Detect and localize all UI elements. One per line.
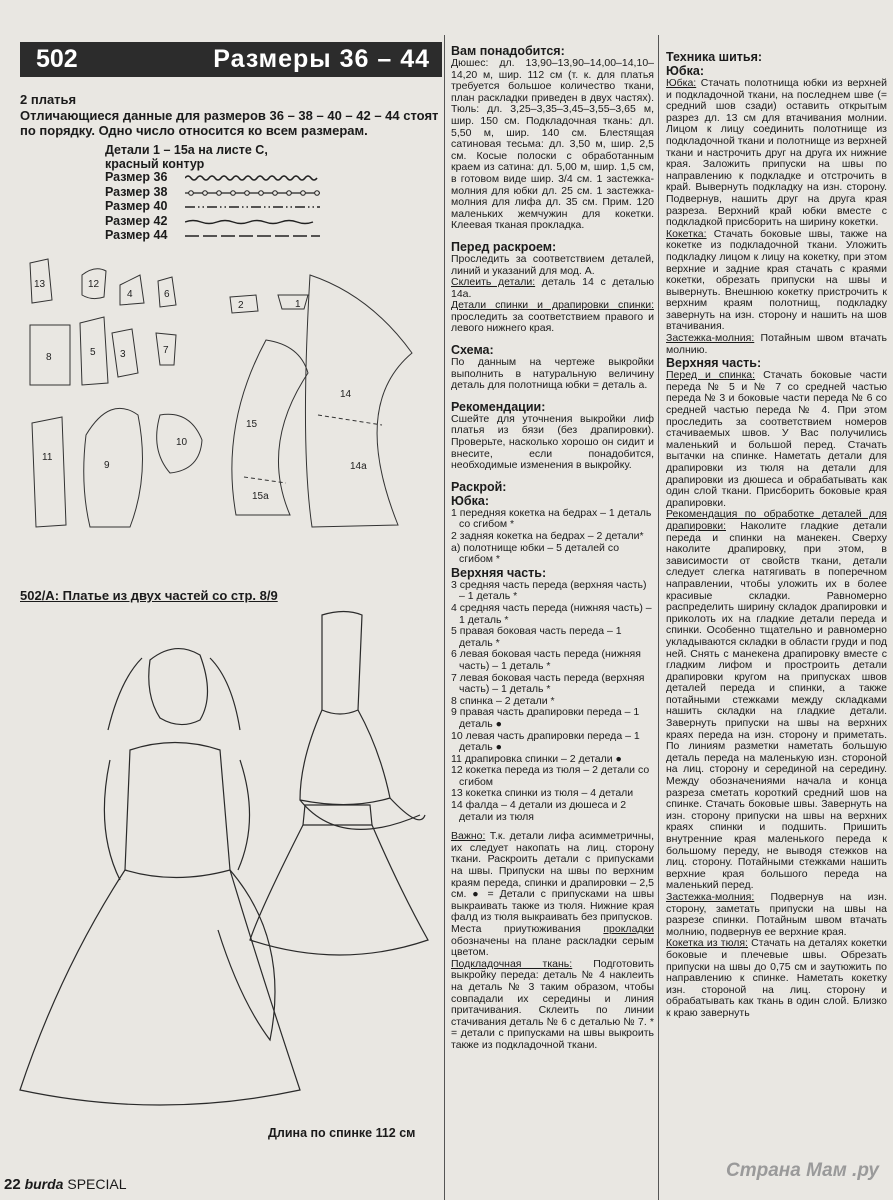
veil <box>108 658 240 730</box>
scheme-title: Схема: <box>451 343 494 358</box>
back-bodice <box>322 612 362 715</box>
size-label: Размер 36 <box>105 170 168 184</box>
list-item: 13 кокетка спинки из тюля – 4 детали <box>451 787 634 800</box>
yoke-step-label: Кокетка: <box>666 227 707 240</box>
skirt-step-text: Стачать полотнища юбки из верхней и подкладочной ткани, на последнем шве (= средний шов сзади) оставить открытым разрез дл. 13 см для втачивания молнии. Лицом к лицу соединить полотнище из подкладочной ткани и полотнище из верхней ткани и настрочить друг на друга их нижние края. Заложить припуски на швы по направлению к подкладке и отстрочить в край. Вывернуть подкладку на изн. сторону. Подвернув, нашить друг на друга края разреза. Верхний край юбки вместе с подкладкой присборить на ширину кокетки. <box>666 77 887 229</box>
list-item: 3 средняя часть переда (верхняя часть) – 1 деталь * <box>451 578 647 603</box>
skirt-step <box>666 78 887 229</box>
size-range: Размеры 36 – 44 <box>213 45 430 73</box>
arms <box>104 760 249 880</box>
front-back-step <box>666 370 887 509</box>
drape-recommendation-text: Наколите гладкие детали переда и спинки на манекен. Сверху наколите драпировку, при этом, в зависимости от свойств ткани, детали следует слегка натягивать в поперечном направлении, чтобы уложить их в более красивые складки. Равномерно распределить ширину складок драпировки и приколоть их на гладкие детали переда и спинки. Особенно тщательно и равномерно укладываются складки в области груди и под ней. Снять с манекена драпировку вместе с гладким лифом и простроить детали драпировки кругом на припусках швов деталей переда и спинки, а также потайными стежками между складками нашить складки на гладкие детали. Завернуть припуски на швы на верхних краях переда на изн. сторону и приметать. По линиям разметки наметать большую деталь переда на маленькую изн. стороной на лиц. сторону и серединой на середину. Между обозначениями начала и конца разреза сметать короткий средний шов на спинке. Стачать боковые швы. Завернуть на изн. сторону припуски на швы на верхних краях спинки и подшить. Пришить внутренние края маленького переда к большому переду, не выводя стежков на лиц. сторону. Потайными стежками нашить верхние края большого переда на маленький перед. <box>666 519 887 892</box>
tech-top-section <box>666 370 887 1019</box>
important-label: Важно: <box>451 830 486 843</box>
skirt <box>20 870 300 1105</box>
cut-glue-label: Склеить детали: <box>451 276 536 289</box>
size-label: Размер 44 <box>105 228 168 242</box>
need-text: Дюшес: дл. 13,90–13,90–14,00–14,10–14,20 м, шир. 112 см (т. к. для платья требуется большое количество ткани, план раскладки приведен в двух частях). Тюль: дл. 3,25–3,35–3,45–3,55–3,65 м, шир. 150 см. Подкладочная ткань: дл. 5,50 м, шир. 140 см. Блестящая сатиновая тесьма: дл. 3,50 м, шир. 2,5 см. Косые полоски с обработанным краем из сатина: дл. 5,00 м, шир. 1,5 см, в готовом виде шир. 3/4 см. 1 застежка-молния для юбки дл. 25 см. 1 застежка-молния для лифа дл. 35 см. Прим. 120 маленьких жемчужин для кокетки. Клеевая тканая прокладка. <box>451 57 654 232</box>
size-row-38 <box>105 185 325 200</box>
cut-glue <box>451 277 654 300</box>
list-item: 2 задняя кокетка на бедрах – 2 детали* <box>451 530 644 542</box>
scheme-text: По данным на чертеже выкройки выполнить в натуральную величину деталь для полотнища юбки = деталь а. <box>451 356 654 392</box>
line-style-40-icon <box>185 203 325 211</box>
pattern-label: 11 <box>42 452 53 463</box>
need-title: Вам понадобится: <box>451 44 565 58</box>
list-item: 14 фалда – 4 детали из дюшеса и 2 детали из тюля <box>451 799 627 823</box>
details-line-1: Детали 1 – 15а на листе С, <box>105 143 268 157</box>
skirt-yoke <box>303 805 372 825</box>
zipper2-label: Застежка-молния: <box>666 890 755 903</box>
pattern-piece-9 <box>84 408 143 527</box>
details-note <box>105 143 268 171</box>
back-skirt <box>250 825 428 955</box>
skirt-step-label: Юбка: <box>666 77 697 89</box>
lining-label: Подкладочная ткань: <box>451 957 573 970</box>
pattern-label: 4 <box>127 289 133 300</box>
raskroy-top-title: Верхняя часть: <box>451 565 547 580</box>
yoke-step-text: Стачать боковые швы, также на кокетке из подкладочной ткани. Уложить подкладку лицом к лицу на кокетку, при этом верхние и задние края стачать с краями кокетки, обрезать припуски на швы и вывернуть. Внешнюю кокетку пристрочить к верхним краям полотнищ, подкладку завернуть на изн. сторону и нашить на шов втачивания. <box>666 227 887 333</box>
size-label: Размер 40 <box>105 199 168 213</box>
size-label: Размер 42 <box>105 213 168 228</box>
pattern-label: 6 <box>164 289 170 300</box>
brand-special: SPECIAL <box>67 1176 127 1192</box>
figure-head <box>149 649 208 725</box>
list-item: 12 кокетка переда из тюля – 2 детали со сгибом <box>451 764 650 788</box>
zipper-step-text: Потайным швом втачать молнию. <box>666 332 887 356</box>
pattern-label: 15а <box>252 491 269 502</box>
interfacing-text-b: обозначены на плане раскладки серым цветом. <box>451 934 654 959</box>
back-peplum <box>300 710 390 805</box>
cut-back-label: Детали спинки и драпировки спинки: <box>451 299 654 312</box>
list-item: 4 средняя часть переда (нижняя часть) – 1 деталь * <box>451 601 652 626</box>
pattern-label: 5 <box>90 347 96 358</box>
left-column <box>0 0 445 1200</box>
tech-top-title: Верхняя часть: <box>666 356 762 371</box>
details-line-2: красный контур <box>105 157 205 171</box>
list-item: 8 спинка – 2 детали * <box>451 694 555 707</box>
lining-note <box>451 959 654 1052</box>
right-column <box>660 50 893 1020</box>
cut-glue-text: деталь 14 с деталью 14а. <box>451 276 654 300</box>
size-row-42 <box>105 214 325 229</box>
top-cut-list <box>451 580 654 823</box>
drape-recommendation <box>666 509 887 892</box>
list-item: а) полотнище юбки – 5 деталей со сгибом * <box>451 541 620 566</box>
front-back-label: Перед и спинка: <box>666 369 756 382</box>
recommendations-title: Рекомендации: <box>451 399 546 414</box>
cut-back <box>451 300 654 335</box>
zipper-step-label: Застежка-молния: <box>666 332 755 345</box>
pattern-label: 13 <box>34 279 46 290</box>
lining-text: Подготовить выкройку переда: деталь № 4 наклеить на деталь № 3 таким образом, чтобы совпадали их середины и линия притачивания. Склеить по линии стачивания деталь № 6 с деталью № 7. * = детали с припусками на швы выкроить также из подкладочной ткани. <box>451 957 654 1051</box>
pattern-piece-1 <box>278 295 308 309</box>
page-number: 22 <box>4 1176 21 1193</box>
model-number: 502 <box>36 45 78 73</box>
pattern-label: 9 <box>104 460 110 471</box>
skirt-cut-list <box>451 508 654 566</box>
interfacing-text-a: Места приутюживания <box>451 923 604 935</box>
size-legend <box>105 170 325 243</box>
size-label: Размер 38 <box>105 184 168 199</box>
zipper-step <box>666 333 887 356</box>
list-item: 5 правая боковая часть переда – 1 деталь * <box>451 625 622 649</box>
pattern-label: 10 <box>176 437 188 448</box>
pattern-label: 7 <box>163 345 169 356</box>
pattern-label: 14а <box>350 461 367 472</box>
tulle-yoke-label: Кокетка из тюля: <box>666 937 748 950</box>
line-style-38-icon <box>185 189 325 197</box>
front-back-text: Стачать боковые части переда № 5 и № 7 со средней частью переда № 3 и боковые части переда № 6 со средней частью переда № 4. При этом проследить за соответствием номеров стачиваемых швов. У Вас получились маленький и большой перед. Стачать вытачки на спинке. Наметать детали для драпировки из тюля на детали для драпировки из дюшеса и обрабатывать как один слой ткани. Присборить боковые края драпировки. <box>666 369 887 509</box>
pattern-label: 12 <box>88 279 100 290</box>
interfacing-label: прокладки <box>603 923 654 935</box>
recommendations-text: Сшейте для уточнения выкройки лиф платья из бязи (без драпировки). Проверьте, насколько хорошо он сидит и внесите, если понадобится, необходимые изменения в выкройку. <box>451 412 654 472</box>
tulle-yoke-text: Стачать на деталях кокетки боковые и плечевые швы. Обрезать припуски на швы до 0,75 см и заутюжить по направлению к спинке. Наметать кокетку изн. стороной на лиц. сторону и обрабатывать как ткань в один слой. Близко к краю завернуть <box>666 937 887 1019</box>
cut-section <box>451 254 654 335</box>
important-section <box>451 831 654 1051</box>
pattern-label: 3 <box>120 349 126 360</box>
tulle-yoke-step <box>666 938 887 1019</box>
intro-text: Отличающиеся данные для размеров 36 – 38 – 40 – 42 – 44 стоят по порядку. Одно число относится ко всем размерам. <box>20 108 439 138</box>
list-item: 1 передняя кокетка на бедрах – 1 деталь со сгибом * <box>451 506 652 531</box>
line-style-36-icon <box>185 174 325 182</box>
size-row-44 <box>105 228 325 243</box>
side-drape <box>218 870 275 1040</box>
pattern-label: 15 <box>246 419 258 430</box>
yoke-step <box>666 229 887 333</box>
line-style-44-icon <box>185 232 325 240</box>
middle-column <box>445 44 660 1052</box>
dress-illustration <box>0 600 445 1130</box>
tech-title: Техника шитья: <box>666 50 763 64</box>
list-item: 7 левая боковая часть переда (верхняя часть) – 1 деталь * <box>451 671 645 696</box>
size-row-40 <box>105 199 325 214</box>
list-item: 6 левая боковая часть переда (нижняя часть) – 1 деталь * <box>451 648 641 672</box>
site-watermark: Страна Мам .ру <box>725 1160 879 1181</box>
page-footer <box>4 1176 127 1193</box>
line-style-42-icon <box>185 218 325 226</box>
brand-logo: burda <box>24 1176 64 1192</box>
zipper2-text: Подвернув на изн. сторону, заметать припуски на швы на разрезе спинки. Потайным швом втачать молнию, подвернув ее верхние края. <box>666 890 887 938</box>
size-row-36 <box>105 170 325 185</box>
raskroy-skirt-title: Юбка: <box>451 493 489 508</box>
cut-back-text: проследить за соответствием правого и левого нижнего края. <box>451 310 654 335</box>
important-note <box>451 831 654 924</box>
tech-skirt-title: Юбка: <box>666 64 704 78</box>
bodice <box>125 743 230 878</box>
raskroy-title: Раскрой: <box>451 479 507 494</box>
cut-text: Проследить за соответствием деталей, линий и указаний для мод. А. <box>451 252 654 277</box>
pattern-piece-14 <box>305 275 412 527</box>
pattern-label: 1 <box>295 299 301 310</box>
cut-title: Перед раскроем: <box>451 239 557 254</box>
list-item: 10 левая часть драпировки переда – 1 деталь ● <box>451 729 640 754</box>
list-item: 9 правая часть драпировки переда – 1 деталь ● <box>451 706 640 730</box>
pattern-label: 2 <box>238 300 244 311</box>
pattern-label: 8 <box>46 352 52 363</box>
zipper2-step <box>666 892 887 938</box>
subtitle: 2 платья <box>20 92 77 107</box>
model-header <box>20 42 442 77</box>
back-length-caption: Длина по спинке 112 см <box>268 1126 416 1140</box>
list-item: 11 драпировка спинки – 2 детали ● <box>451 752 622 765</box>
tech-section <box>666 78 887 356</box>
pattern-layout-diagram <box>0 245 445 545</box>
pattern-label: 14 <box>340 389 352 400</box>
interfacing-note <box>451 924 654 959</box>
section-title-502a: 502/А: Платье из двух частей со стр. 8/9 <box>20 588 278 603</box>
drape-recommendation-label: Рекомендация по обработке деталей для драпировки: <box>666 508 887 532</box>
important-text: Т.к. детали лифа асимметричны, их следует накопать на лиц. сторону ткани. Раскроить детали с припусками на швы. Припуски на швы по верхним краям переда, спинки и драпировки – 2,5 см. ● = Детали с припусками на швы выкраивать также из тюля. Нижние края фалд из тюля выкраивать без припусков. <box>451 830 654 924</box>
pattern-piece-15 <box>232 340 308 515</box>
pattern-piece-11 <box>32 417 66 527</box>
pattern-piece-2 <box>230 295 258 313</box>
